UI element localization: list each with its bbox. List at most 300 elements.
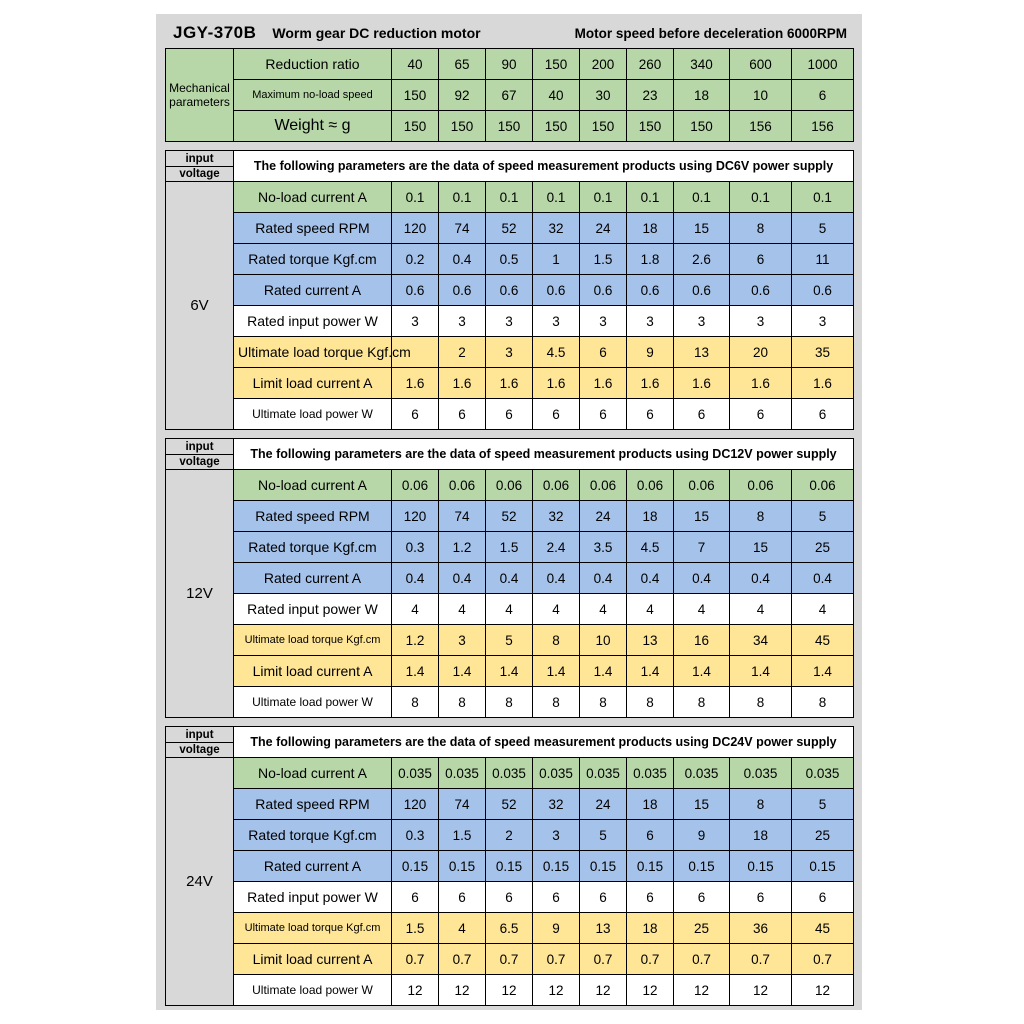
value-cell: 0.6 [792, 275, 854, 306]
value-cell: 3 [674, 306, 730, 337]
value-cell: 18 [627, 213, 674, 244]
value-cell: 3 [730, 306, 792, 337]
value-cell: 13 [674, 337, 730, 368]
value-cell: 0.15 [730, 851, 792, 882]
table-row [166, 470, 854, 501]
value-cell: 3 [580, 306, 627, 337]
value-cell: 0.2 [392, 244, 439, 275]
value-cell: 0.15 [533, 851, 580, 882]
value-cell: 18 [627, 501, 674, 532]
value-cell: 8 [730, 213, 792, 244]
value-cell: 11 [792, 244, 854, 275]
row-label-text: Rated torque Kgf.cm [248, 539, 377, 555]
value-cell: 0.4 [533, 563, 580, 594]
value-cell: 34 [730, 625, 792, 656]
value-cell: 8 [439, 687, 486, 718]
value-cell: 52 [486, 501, 533, 532]
value-cell: 0.3 [392, 820, 439, 851]
value-cell: 6 [627, 820, 674, 851]
row-label-text: Rated current A [263, 858, 362, 874]
value-cell: 0.035 [674, 758, 730, 789]
value-cell: 0.4 [439, 563, 486, 594]
value-cell: 10 [580, 625, 627, 656]
value-cell: 0.5 [486, 244, 533, 275]
value-cell: 4 [439, 594, 486, 625]
row-label-text: Rated input power W [247, 601, 378, 617]
value-cell: 6 [486, 882, 533, 913]
value-cell: 2 [439, 337, 486, 368]
value-cell: 0.7 [439, 944, 486, 975]
value-cell: 13 [627, 625, 674, 656]
value-cell: 0.06 [674, 470, 730, 501]
value-cell: 6 [627, 882, 674, 913]
table-row [166, 306, 854, 337]
row-label [234, 594, 392, 625]
value-cell: 120 [392, 213, 439, 244]
row-label-text: Rated torque Kgf.cm [248, 251, 377, 267]
value-cell: 4.5 [627, 532, 674, 563]
value-cell: 3 [486, 337, 533, 368]
table-row [166, 625, 854, 656]
value-cell: 6 [792, 882, 854, 913]
value-cell: 8 [730, 501, 792, 532]
value-cell: 0.06 [533, 470, 580, 501]
row-label [234, 820, 392, 851]
value-cell: 1.2 [392, 625, 439, 656]
value-cell: 6 [392, 882, 439, 913]
value-cell: 0.4 [730, 563, 792, 594]
value-cell: 4 [730, 594, 792, 625]
value-cell: 4 [533, 594, 580, 625]
value-cell: 32 [533, 501, 580, 532]
value-cell: 0.6 [580, 275, 627, 306]
value-cell: 1.6 [439, 368, 486, 399]
value-cell: 0.7 [486, 944, 533, 975]
input-voltage-word-bottom: voltage [179, 743, 220, 756]
value-cell: 2 [486, 820, 533, 851]
value-cell: 6 [792, 399, 854, 430]
value-cell: 340 [674, 49, 730, 80]
table-row [166, 687, 854, 718]
value-cell: 0.15 [792, 851, 854, 882]
value-cell: 10 [730, 80, 792, 111]
value-cell: 260 [627, 49, 674, 80]
value-cell: 7 [674, 532, 730, 563]
value-cell: 0.6 [730, 275, 792, 306]
table-row [166, 789, 854, 820]
value-cell: 1.4 [580, 656, 627, 687]
value-cell: 1 [533, 244, 580, 275]
value-cell: 90 [486, 49, 533, 80]
value-cell: 3 [486, 306, 533, 337]
row-label-text: Ultimate load torque Kgf.cm [244, 922, 381, 934]
value-cell: 0.1 [439, 182, 486, 213]
section-table-12v [165, 438, 854, 718]
product-title: Worm gear DC reduction motor [272, 25, 481, 41]
value-cell: 8 [533, 625, 580, 656]
value-cell: 8 [792, 687, 854, 718]
value-cell: 32 [533, 213, 580, 244]
value-cell: 6 [730, 882, 792, 913]
input-voltage-word-top: input [166, 440, 233, 455]
value-cell: 0.15 [674, 851, 730, 882]
value-cell: 5 [486, 625, 533, 656]
row-label [234, 656, 392, 687]
value-cell: 150 [486, 111, 533, 142]
value-cell: 6 [392, 399, 439, 430]
value-cell: 0.7 [627, 944, 674, 975]
input-voltage-word-bottom: voltage [179, 455, 220, 468]
value-cell: 4 [486, 594, 533, 625]
value-cell: 0.1 [533, 182, 580, 213]
table-row [166, 368, 854, 399]
value-cell: 2.4 [533, 532, 580, 563]
value-cell: 18 [627, 789, 674, 820]
value-cell: 4 [580, 594, 627, 625]
value-cell: 0.7 [392, 944, 439, 975]
value-cell: 24 [580, 789, 627, 820]
value-cell: 5 [792, 501, 854, 532]
value-cell: 600 [730, 49, 792, 80]
table-row [166, 656, 854, 687]
value-cell: 92 [439, 80, 486, 111]
row-label-text: Limit load current A [252, 951, 373, 967]
value-cell: 1.6 [730, 368, 792, 399]
value-cell: 8 [730, 687, 792, 718]
row-label-text: No-load current A [258, 477, 367, 493]
row-label [234, 399, 392, 430]
table-row [166, 111, 854, 142]
row-label [234, 687, 392, 718]
value-cell: 150 [439, 111, 486, 142]
value-cell: 6 [730, 244, 792, 275]
input-voltage-word-top: input [166, 728, 233, 743]
value-cell: 150 [533, 111, 580, 142]
table-row [166, 80, 854, 111]
table-row [166, 151, 854, 182]
value-cell: 67 [486, 80, 533, 111]
value-cell: 0.1 [674, 182, 730, 213]
value-cell: 1.5 [580, 244, 627, 275]
section-table-24v [165, 726, 854, 1006]
value-cell: 0.06 [392, 470, 439, 501]
table-row [166, 49, 854, 80]
value-cell: 0.035 [533, 758, 580, 789]
row-label [234, 882, 392, 913]
value-cell: 0.4 [792, 563, 854, 594]
table-row [166, 944, 854, 975]
value-cell: 0.6 [674, 275, 730, 306]
value-cell: 45 [792, 625, 854, 656]
value-cell: 1.6 [627, 368, 674, 399]
value-cell: 150 [533, 49, 580, 80]
value-cell: 0.7 [730, 944, 792, 975]
value-cell: 4 [439, 913, 486, 944]
value-cell: 12 [392, 975, 439, 1006]
value-cell: 150 [580, 111, 627, 142]
row-label: Weight ≈ g [234, 111, 392, 142]
value-cell: 3 [439, 306, 486, 337]
row-label [234, 625, 392, 656]
value-cell: 25 [792, 532, 854, 563]
value-cell: 1.4 [730, 656, 792, 687]
input-voltage-word-bottom: voltage [179, 167, 220, 180]
value-cell: 1.5 [486, 532, 533, 563]
value-cell: 16 [674, 625, 730, 656]
row-label [234, 470, 392, 501]
row-label-text: Rated current A [263, 282, 362, 298]
value-cell: 12 [533, 975, 580, 1006]
value-cell: 1.6 [580, 368, 627, 399]
row-label-text: Ultimate load power W [252, 983, 373, 997]
title-bar [165, 18, 853, 48]
row-label [234, 306, 392, 337]
table-row [166, 851, 854, 882]
value-cell: 5 [792, 213, 854, 244]
value-cell: 0.06 [439, 470, 486, 501]
value-cell: 200 [580, 49, 627, 80]
value-cell: 1.2 [439, 532, 486, 563]
value-cell: 156 [792, 111, 854, 142]
input-voltage-label [166, 727, 234, 758]
row-label [234, 851, 392, 882]
input-voltage-label [166, 151, 234, 182]
value-cell: 9 [533, 913, 580, 944]
value-cell: 0.1 [730, 182, 792, 213]
value-cell: 20 [730, 337, 792, 368]
value-cell: 40 [533, 80, 580, 111]
row-label-text: Ultimate load torque Kgf.cm [244, 634, 381, 646]
row-label-text: Rated speed RPM [255, 796, 370, 812]
value-cell: 0.4 [392, 563, 439, 594]
section-table-6v [165, 150, 854, 430]
table-row [166, 563, 854, 594]
value-cell: 0.06 [730, 470, 792, 501]
value-cell: 0.1 [792, 182, 854, 213]
value-cell: 4 [627, 594, 674, 625]
value-cell: 0.7 [580, 944, 627, 975]
value-cell: 0.6 [486, 275, 533, 306]
row-label [234, 244, 392, 275]
value-cell: 18 [627, 913, 674, 944]
voltage-label: 24V [166, 758, 234, 1006]
value-cell: 0.035 [486, 758, 533, 789]
value-cell: 15 [674, 213, 730, 244]
section-note: The following parameters are the data of speed measurement products using DC12V power supply [234, 439, 854, 470]
value-cell: 8 [486, 687, 533, 718]
value-cell: 0.15 [580, 851, 627, 882]
value-cell: 3 [439, 625, 486, 656]
value-cell: 0.06 [486, 470, 533, 501]
row-label [234, 563, 392, 594]
value-cell: 0.6 [439, 275, 486, 306]
row-label-text: Ultimate load power W [252, 407, 373, 421]
table-row [166, 337, 854, 368]
value-cell: 1000 [792, 49, 854, 80]
row-label [234, 275, 392, 306]
table-row [166, 913, 854, 944]
table-row [166, 820, 854, 851]
row-label [234, 913, 392, 944]
value-cell: 6 [486, 399, 533, 430]
value-cell: 0.035 [439, 758, 486, 789]
value-cell: 0.06 [627, 470, 674, 501]
section-gap [165, 142, 853, 150]
value-cell: 150 [627, 111, 674, 142]
row-label: Reduction ratio [234, 49, 392, 80]
value-cell: 6 [580, 337, 627, 368]
value-cell: 52 [486, 213, 533, 244]
value-cell: 12 [730, 975, 792, 1006]
row-label [234, 182, 392, 213]
row-label [234, 213, 392, 244]
value-cell: 6 [730, 399, 792, 430]
table-row [166, 975, 854, 1006]
value-cell: 0.035 [627, 758, 674, 789]
value-cell: 8 [392, 687, 439, 718]
table-row [166, 244, 854, 275]
value-cell: 6 [439, 399, 486, 430]
section-note: The following parameters are the data of speed measurement products using DC24V power supply [234, 727, 854, 758]
value-cell: 1.8 [627, 244, 674, 275]
value-cell: 1.4 [627, 656, 674, 687]
spec-tables [165, 48, 853, 1006]
row-label [234, 789, 392, 820]
value-cell: 32 [533, 789, 580, 820]
value-cell: 8 [730, 789, 792, 820]
table-row [166, 501, 854, 532]
value-cell: 0.7 [674, 944, 730, 975]
value-cell: 6 [533, 882, 580, 913]
value-cell: 0.7 [792, 944, 854, 975]
value-cell: 1.4 [792, 656, 854, 687]
row-label-text: Rated input power W [247, 889, 378, 905]
row-label-text: Rated current A [263, 570, 362, 586]
value-cell: 25 [674, 913, 730, 944]
value-cell: 1.4 [486, 656, 533, 687]
value-cell: 6 [674, 882, 730, 913]
row-label-text: Rated torque Kgf.cm [248, 827, 377, 843]
value-cell: 6 [792, 80, 854, 111]
value-cell: 4.5 [533, 337, 580, 368]
value-cell: 0.06 [792, 470, 854, 501]
value-cell: 9 [627, 337, 674, 368]
value-cell: 0.4 [486, 563, 533, 594]
row-label [234, 501, 392, 532]
spec-sheet [156, 14, 862, 1010]
value-cell: 1.6 [674, 368, 730, 399]
value-cell: 1.4 [392, 656, 439, 687]
table-row [166, 758, 854, 789]
value-cell: 6 [533, 399, 580, 430]
value-cell: 6 [627, 399, 674, 430]
table-row [166, 439, 854, 470]
voltage-label: 12V [166, 470, 234, 718]
value-cell: 15 [730, 532, 792, 563]
value-cell: 35 [792, 337, 854, 368]
value-cell: 0.15 [439, 851, 486, 882]
value-cell: 12 [439, 975, 486, 1006]
table-row [166, 399, 854, 430]
value-cell: 1.5 [392, 913, 439, 944]
table-row [166, 727, 854, 758]
value-cell: 0.035 [580, 758, 627, 789]
row-label [234, 944, 392, 975]
value-cell: 0.6 [533, 275, 580, 306]
value-cell: 1.6 [533, 368, 580, 399]
value-cell: 8 [533, 687, 580, 718]
section-gap [165, 718, 853, 726]
table-row [166, 532, 854, 563]
value-cell: 74 [439, 501, 486, 532]
pre-deceleration-speed-note: Motor speed before deceleration 6000RPM [574, 25, 847, 41]
value-cell: 3 [533, 306, 580, 337]
value-cell: 0.06 [580, 470, 627, 501]
value-cell: 24 [580, 213, 627, 244]
value-cell: 12 [580, 975, 627, 1006]
section-gap [165, 430, 853, 438]
value-cell: 3 [533, 820, 580, 851]
row-label-text: Limit load current A [252, 663, 373, 679]
value-cell: 0.6 [392, 275, 439, 306]
value-cell: 0.3 [392, 532, 439, 563]
value-cell: 0.1 [392, 182, 439, 213]
table-row [166, 182, 854, 213]
value-cell: 0.15 [392, 851, 439, 882]
row-label [234, 532, 392, 563]
value-cell: 120 [392, 789, 439, 820]
value-cell: 12 [674, 975, 730, 1006]
row-label-text: Rated speed RPM [255, 508, 370, 524]
value-cell: 18 [674, 80, 730, 111]
value-cell: 15 [674, 501, 730, 532]
value-cell: 0.6 [627, 275, 674, 306]
value-cell: 9 [674, 820, 730, 851]
row-label [234, 368, 392, 399]
value-cell: 0.15 [627, 851, 674, 882]
value-cell: 0.15 [486, 851, 533, 882]
value-cell: 2.6 [674, 244, 730, 275]
value-cell: 24 [580, 501, 627, 532]
value-cell: 12 [792, 975, 854, 1006]
value-cell: 4 [674, 594, 730, 625]
value-cell: 23 [627, 80, 674, 111]
row-label-text: No-load current A [258, 765, 367, 781]
row-label [234, 337, 411, 368]
value-cell: 0.1 [627, 182, 674, 213]
value-cell: 5 [580, 820, 627, 851]
value-cell: 0.4 [627, 563, 674, 594]
value-cell: 0.1 [486, 182, 533, 213]
value-cell: 6 [580, 399, 627, 430]
value-cell: 150 [392, 80, 439, 111]
row-label: Maximum no-load speed [234, 80, 392, 111]
value-cell: 6 [674, 399, 730, 430]
value-cell: 0.4 [674, 563, 730, 594]
value-cell: 150 [392, 111, 439, 142]
value-cell: 36 [730, 913, 792, 944]
value-cell: 3.5 [580, 532, 627, 563]
value-cell: 74 [439, 213, 486, 244]
value-cell: 0.035 [792, 758, 854, 789]
value-cell: 0.4 [580, 563, 627, 594]
value-cell: 12 [486, 975, 533, 1006]
value-cell: 3 [627, 306, 674, 337]
value-cell: 0.035 [392, 758, 439, 789]
value-cell: 1.4 [533, 656, 580, 687]
row-label-text: No-load current A [258, 189, 367, 205]
value-cell: 40 [392, 49, 439, 80]
